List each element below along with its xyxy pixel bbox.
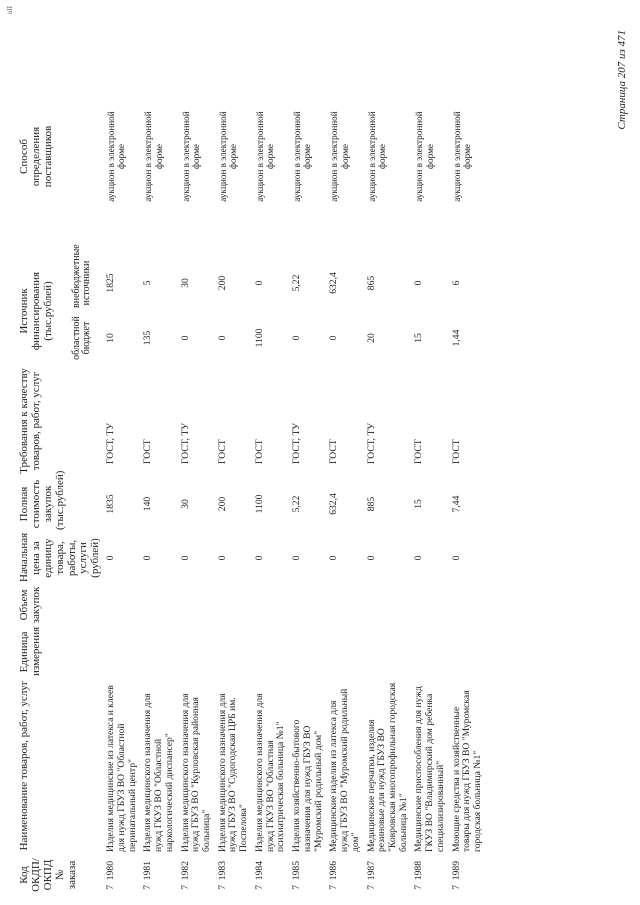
cell-code — [252, 853, 289, 897]
cell-tail — [252, 29, 289, 109]
cell-method: аукцион в электронной форме — [106, 111, 127, 202]
cell-initial-price: 0 — [291, 555, 303, 561]
cell-tail — [103, 29, 140, 109]
cell-unit — [140, 626, 177, 678]
procurement-table — [18, 29, 486, 897]
cell-unit — [289, 626, 326, 678]
cell-volume — [326, 584, 363, 626]
cell-volume — [103, 584, 140, 626]
cell-spacer — [140, 204, 177, 256]
cell-code — [326, 853, 363, 897]
cell-financing-regional: 0 — [328, 335, 340, 341]
cell-volume — [140, 584, 177, 626]
cell-initial-price: 0 — [179, 555, 191, 561]
cell-unit — [449, 626, 486, 678]
cell-method: аукцион в электронной форме — [414, 111, 435, 202]
cell-tail — [178, 29, 215, 109]
cell-region: 7 — [105, 885, 117, 890]
cell-financing-offbudget: 0 — [413, 280, 425, 286]
cell-code — [215, 853, 252, 897]
cell-initial-price: 0 — [105, 555, 117, 561]
cell-region: 7 — [216, 885, 228, 890]
cell-requirements: ГОСТ — [328, 439, 340, 464]
cell-spacer — [411, 204, 448, 256]
cell-code — [178, 853, 215, 897]
cell-volume — [252, 584, 289, 626]
header-financing: Источник финансирования (тыс.рублей) — [18, 271, 54, 351]
cell-region: 7 — [142, 885, 154, 890]
cell-method: аукцион в электронной форме — [329, 111, 350, 202]
cell-total-cost: 30 — [179, 499, 191, 509]
cell-unit — [411, 626, 448, 678]
cell-code — [103, 853, 140, 897]
cell-region: 7 — [328, 885, 340, 890]
cell-name: Изделия медицинского назначения для нужд ГКУЗ ВО "Областной наркологический диспансер" — [142, 693, 175, 852]
cell-region: 7 — [291, 885, 303, 890]
cell-tail — [215, 29, 252, 109]
cell-volume — [178, 584, 215, 626]
cell-financing-offbudget: 6 — [450, 280, 462, 286]
cell-requirements: ГОСТ — [413, 439, 425, 464]
cell-name: Медицинские приспособления для нужд ГКУЗ ВО "Владимирский дом ребенка специализированный" — [413, 686, 446, 852]
cell-code — [289, 853, 326, 897]
cell-financing-regional: 0 — [179, 335, 191, 341]
cell-total-cost: 140 — [142, 496, 154, 512]
cell-order-number: 1983 — [216, 861, 228, 881]
edge-mark: ɑΙΙ — [6, 6, 14, 15]
cell-financing-offbudget: 865 — [365, 275, 377, 291]
cell-financing-offbudget: 5,22 — [291, 274, 303, 292]
cell-tail — [326, 29, 363, 109]
cell-region: 7 — [450, 885, 462, 890]
table-row — [449, 29, 486, 897]
header-unit: Единица измерения — [18, 626, 42, 676]
header-initial-price: Начальная цена за единицу товара, работы, услуги (рублей) — [18, 532, 102, 582]
header-tail — [18, 29, 103, 109]
cell-method: аукцион в электронной форме — [366, 111, 387, 202]
table-header — [18, 29, 103, 897]
cell-method: аукцион в электронной форме — [254, 111, 276, 202]
cell-tail — [364, 29, 412, 109]
cell-name: Изделия медицинского назначения для нужд ГБУЗ ВО "Судогодская ЦРБ им. Поспелова" — [216, 693, 250, 852]
cell-financing-regional: 15 — [413, 333, 425, 343]
cell-spacer — [289, 204, 326, 256]
header-code: Код ОКДП/ ОКПД № заказа — [18, 858, 78, 892]
cell-financing-offbudget: 200 — [216, 275, 228, 291]
cell-requirements: ГОСТ, ТУ — [179, 422, 191, 464]
cell-code — [140, 853, 177, 897]
cell-unit — [364, 626, 412, 678]
header-financing-offbudget: внебюджетные источники — [70, 244, 93, 308]
cell-region: 7 — [179, 885, 191, 890]
table-row — [140, 29, 177, 897]
cell-total-cost: 200 — [216, 496, 228, 512]
cell-spacer — [252, 204, 289, 256]
cell-tail — [411, 29, 448, 109]
cell-requirements: ГОСТ — [142, 439, 154, 464]
cell-spacer — [449, 204, 486, 256]
cell-initial-price: 0 — [253, 555, 265, 561]
cell-financing-regional: 135 — [142, 330, 154, 346]
cell-unit — [252, 626, 289, 678]
cell-code — [411, 853, 448, 897]
cell-spacer — [364, 204, 412, 256]
cell-unit — [326, 626, 363, 678]
cell-volume — [215, 584, 252, 626]
cell-tail — [289, 29, 326, 109]
cell-volume — [364, 584, 412, 626]
header-name: Наименование товаров, работ, услуг — [18, 680, 30, 851]
cell-initial-price: 0 — [365, 555, 377, 561]
cell-tail — [140, 29, 177, 109]
cell-financing-offbudget: 0 — [253, 280, 265, 286]
cell-method: аукцион в электронной форме — [451, 111, 472, 202]
table-row — [364, 29, 412, 897]
cell-spacer — [178, 204, 215, 256]
header-spacer — [18, 204, 103, 256]
table-row — [289, 29, 326, 897]
cell-initial-price: 0 — [328, 555, 340, 561]
cell-total-cost: 1835 — [105, 494, 117, 514]
cell-order-number: 1986 — [328, 861, 340, 881]
header-method: Способ определения поставщиков — [18, 125, 54, 188]
header-volume: Объем закупок — [18, 586, 42, 624]
cell-financing-offbudget: 5 — [142, 280, 154, 286]
cell-name: Изделия медицинские из латекса и клеев для нужд ГБУЗ ВО "Областной перинатальный центр" — [105, 685, 138, 852]
cell-spacer — [326, 204, 363, 256]
cell-total-cost: 885 — [365, 496, 377, 512]
cell-method: аукцион в электронной форме — [180, 111, 201, 202]
cell-initial-price: 0 — [413, 555, 425, 561]
cell-financing-regional: 10 — [105, 333, 117, 343]
cell-order-number: 1982 — [179, 861, 191, 881]
table-row — [178, 29, 215, 897]
cell-tail — [449, 29, 486, 109]
cell-volume — [411, 584, 448, 626]
cell-initial-price: 0 — [450, 555, 462, 561]
cell-financing-regional: 20 — [365, 333, 377, 343]
table-row — [215, 29, 252, 897]
cell-code — [449, 853, 486, 897]
cell-name: Изделия медицинского назначения для нужд ГКУЗ ВО "Областная психиатрическая больница №1" — [253, 693, 287, 852]
cell-unit — [178, 626, 215, 678]
header-total-cost: Полная стоимость закупок (тыс.рублей) — [18, 470, 66, 530]
cell-total-cost: 7,44 — [450, 495, 462, 513]
cell-spacer — [103, 204, 140, 256]
cell-requirements: ГОСТ, ТУ — [291, 422, 303, 464]
cell-unit — [215, 626, 252, 678]
cell-order-number: 1981 — [142, 861, 154, 881]
cell-method: аукцион в электронной форме — [143, 111, 164, 202]
cell-requirements: ГОСТ — [216, 439, 228, 464]
cell-name: Медицинские изделия из латекса для нужд ГБУЗ ВО "Муромский родильный дом" — [328, 688, 361, 852]
cell-requirements: ГОСТ — [450, 439, 462, 464]
cell-code — [364, 853, 412, 897]
cell-requirements: ГОСТ, ТУ — [365, 422, 377, 464]
header-requirements: Требования к качеству товаров, работ, услуг — [18, 368, 42, 474]
table-row — [252, 29, 289, 897]
cell-name: Моющие средства и хозяйственные товары для нужд ГБУЗ ВО "Муромская городская больница №1" — [450, 690, 484, 852]
cell-requirements: ГОСТ, ТУ — [105, 422, 117, 464]
cell-total-cost: 1100 — [253, 494, 265, 514]
cell-spacer — [215, 204, 252, 256]
cell-initial-price: 0 — [216, 555, 228, 561]
cell-financing-offbudget: 1825 — [105, 273, 117, 293]
cell-region: 7 — [253, 885, 265, 890]
cell-financing-regional: 0 — [216, 335, 228, 341]
cell-financing-offbudget: 632,4 — [328, 272, 340, 294]
cell-order-number: 1987 — [365, 861, 377, 881]
table-body — [103, 29, 486, 897]
cell-method: аукцион в электронной форме — [217, 111, 239, 202]
cell-order-number: 1989 — [450, 861, 462, 881]
cell-initial-price: 0 — [142, 555, 154, 561]
cell-order-number: 1988 — [413, 861, 425, 881]
cell-requirements: ГОСТ — [253, 439, 265, 464]
cell-name: Изделия медицинского назначения для нужд ГБУЗ ВО "Курловская районная больница" — [179, 693, 212, 852]
cell-order-number: 1985 — [291, 861, 303, 881]
cell-total-cost: 5,22 — [291, 495, 303, 513]
table-row — [326, 29, 363, 897]
cell-region: 7 — [413, 885, 425, 890]
cell-order-number: 1984 — [253, 861, 265, 881]
cell-volume — [449, 584, 486, 626]
cell-region: 7 — [365, 885, 377, 890]
cell-name: Изделия хозяйственно-бытового назначения для нужд ГБУЗ ВО "Муромский родильный дом" — [291, 719, 324, 852]
cell-financing-offbudget: 30 — [179, 278, 191, 288]
table-row — [411, 29, 448, 897]
cell-order-number: 1980 — [105, 861, 117, 881]
cell-financing-regional: 1100 — [253, 328, 265, 348]
header-financing-regional: областной бюджет — [70, 316, 93, 360]
cell-total-cost: 15 — [413, 499, 425, 509]
cell-volume — [289, 584, 326, 626]
cell-unit — [103, 626, 140, 678]
cell-financing-regional: 1,44 — [450, 329, 462, 347]
cell-method: аукцион в электронной форме — [292, 111, 313, 202]
cell-name: Медицинские перчатки, изделия резиновые для нужд ГБУЗ ВО "Ковровская многопрофильная городская больница №1" — [365, 682, 409, 852]
cell-total-cost: 632,4 — [328, 493, 340, 515]
page-number: Страница 207 из 471 — [616, 30, 628, 130]
cell-financing-regional: 0 — [291, 335, 303, 341]
table-row — [103, 29, 140, 897]
